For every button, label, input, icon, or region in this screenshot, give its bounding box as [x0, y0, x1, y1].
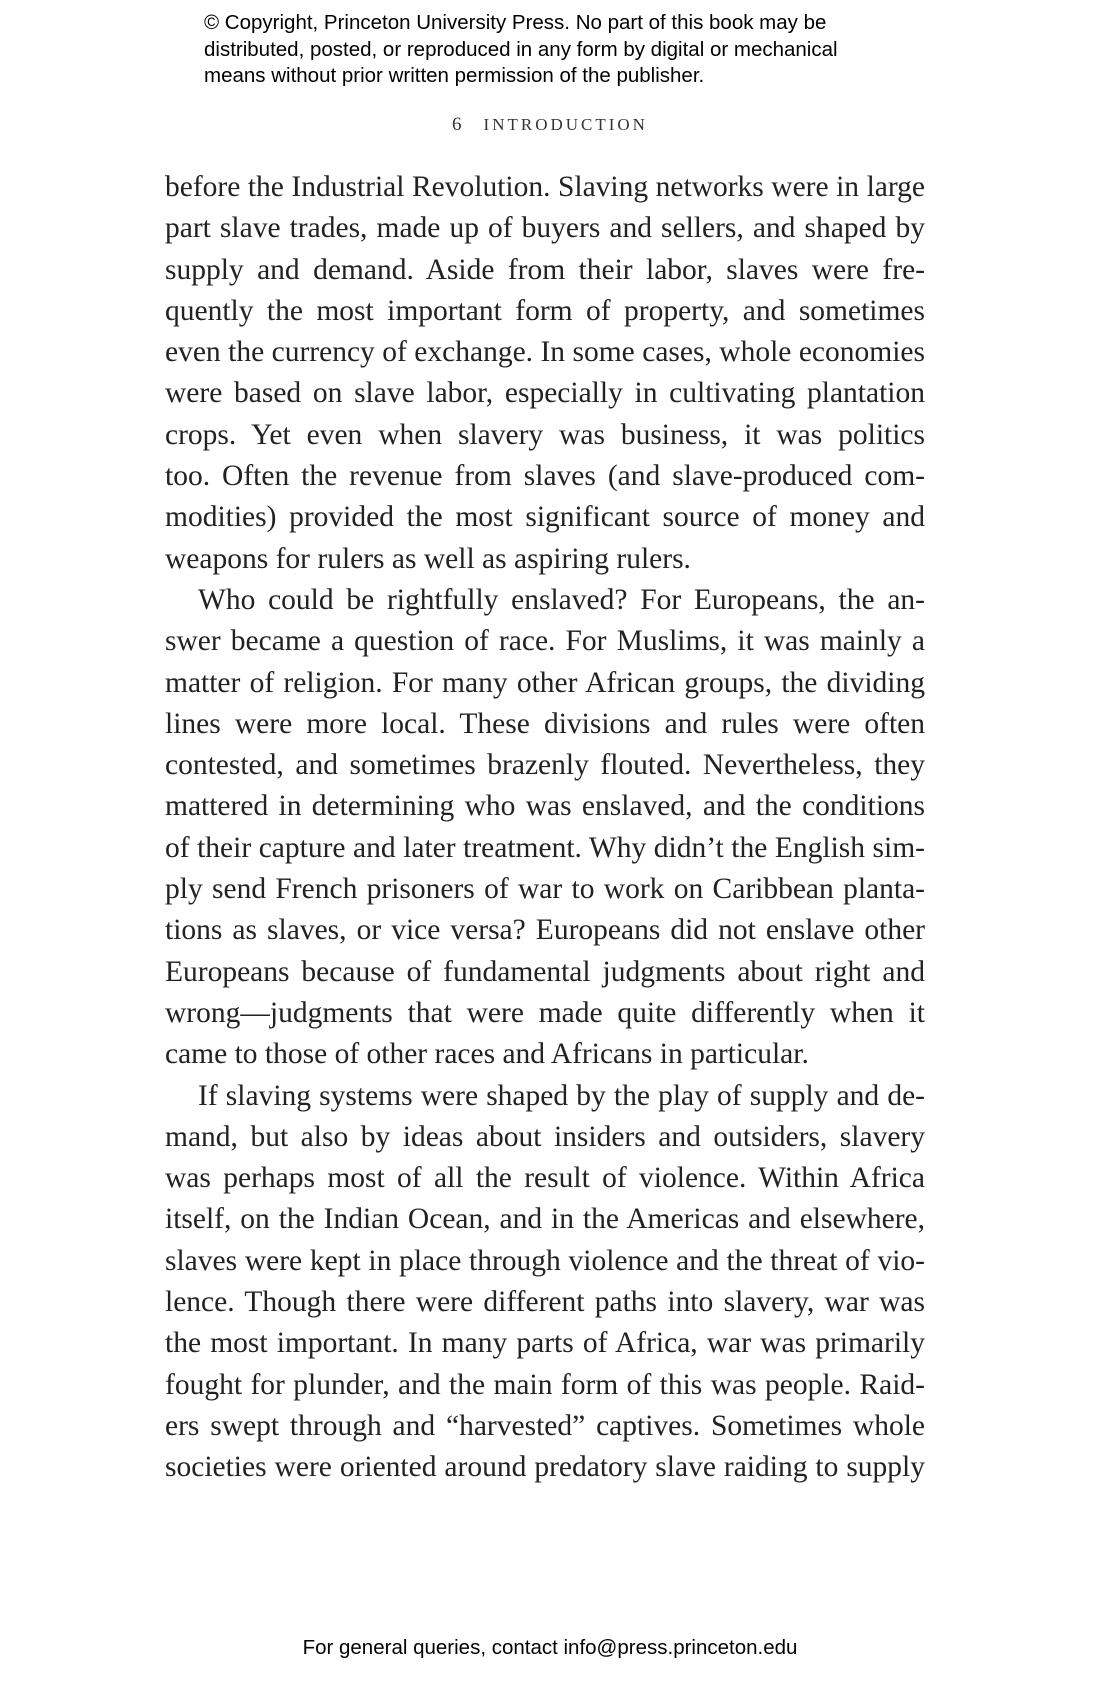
running-head: [0, 114, 1100, 136]
text-line: lines were more local. These divisions and rules were often: [165, 707, 925, 740]
text-line: was perhaps most of all the result of violence. Within Africa: [165, 1162, 925, 1195]
text-line: mattered in determining who was enslaved, and the conditions: [165, 790, 925, 823]
copyright-line: distributed, posted, or reproduced in any form by digital or mechanical: [204, 37, 838, 61]
copyright-line: © Copyright, Princeton University Press. No part of this book may be: [204, 11, 827, 34]
text-line: tions as slaves, or vice versa? Europeans did not enslave other: [165, 914, 925, 947]
text-line: came to those of other races and Africans in particular.: [165, 1038, 809, 1071]
text-line: matter of religion. For many other African groups, the dividing: [165, 666, 925, 699]
text-line: wrong—judgments that were made quite differently when it: [165, 996, 925, 1029]
text-line: crops. Yet even when slavery was business, it was politics: [165, 418, 925, 451]
text-line: quently the most important form of property, and sometimes: [165, 294, 925, 327]
text-line: Who could be rightfully enslaved? For Europeans, the an-: [198, 583, 925, 616]
chapter-title: INTRODUCTION: [483, 115, 648, 134]
text-line: supply and demand. Aside from their labor, slaves were fre-: [165, 253, 925, 286]
text-line: Europeans because of fundamental judgments about right and: [165, 955, 925, 988]
text-line: modities) provided the most significant source of money and: [165, 501, 925, 534]
text-line: fought for plunder, and the main form of this was people. Raid-: [165, 1368, 925, 1401]
text-line: swer became a question of race. For Muslims, it was mainly a: [165, 625, 925, 658]
text-line: societies were oriented around predatory slave raiding to supply: [165, 1451, 925, 1484]
page-number: 6: [452, 114, 462, 135]
paragraph: [165, 1076, 925, 1489]
text-line: If slaving systems were shaped by the play of supply and de-: [198, 1079, 925, 1112]
text-line: before the Industrial Revolution. Slaving networks were in large: [165, 171, 925, 203]
text-line: weapons for rulers as well as aspiring rulers.: [165, 542, 691, 575]
text-line: mand, but also by ideas about insiders and outsiders, slavery: [165, 1120, 925, 1153]
text-line: were based on slave labor, especially in cultivating plantation: [165, 377, 925, 410]
copyright-line: means without prior written permission of the publisher.: [204, 64, 705, 87]
text-line: contested, and sometimes brazenly flouted. Nevertheless, they: [165, 749, 925, 782]
text-line: of their capture and later treatment. Why didn’t the English sim-: [165, 831, 925, 864]
text-line: part slave trades, made up of buyers and sellers, and shaped by: [165, 212, 925, 245]
footer-contact: For general queries, contact info@press.princeton.edu: [302, 1636, 798, 1659]
paragraph: [165, 580, 925, 1076]
text-line: slaves were kept in place through violence and the threat of vio-: [165, 1244, 925, 1277]
text-line: lence. Though there were different paths into slavery, war was: [165, 1286, 925, 1319]
text-line: ply send French prisoners of war to work on Caribbean planta-: [165, 873, 925, 906]
text-line: ers swept through and “harvested” captives. Sometimes whole: [165, 1409, 925, 1442]
text-line: even the currency of exchange. In some cases, whole economies: [165, 336, 925, 369]
paragraph: [165, 167, 925, 580]
text-line: too. Often the revenue from slaves (and slave-produced com-: [165, 460, 925, 493]
text-line: itself, on the Indian Ocean, and in the Americas and elsewhere,: [165, 1203, 925, 1236]
body-text: [165, 167, 925, 1489]
copyright-notice: [204, 10, 924, 90]
text-line: the most important. In many parts of Africa, war was primarily: [165, 1327, 925, 1360]
